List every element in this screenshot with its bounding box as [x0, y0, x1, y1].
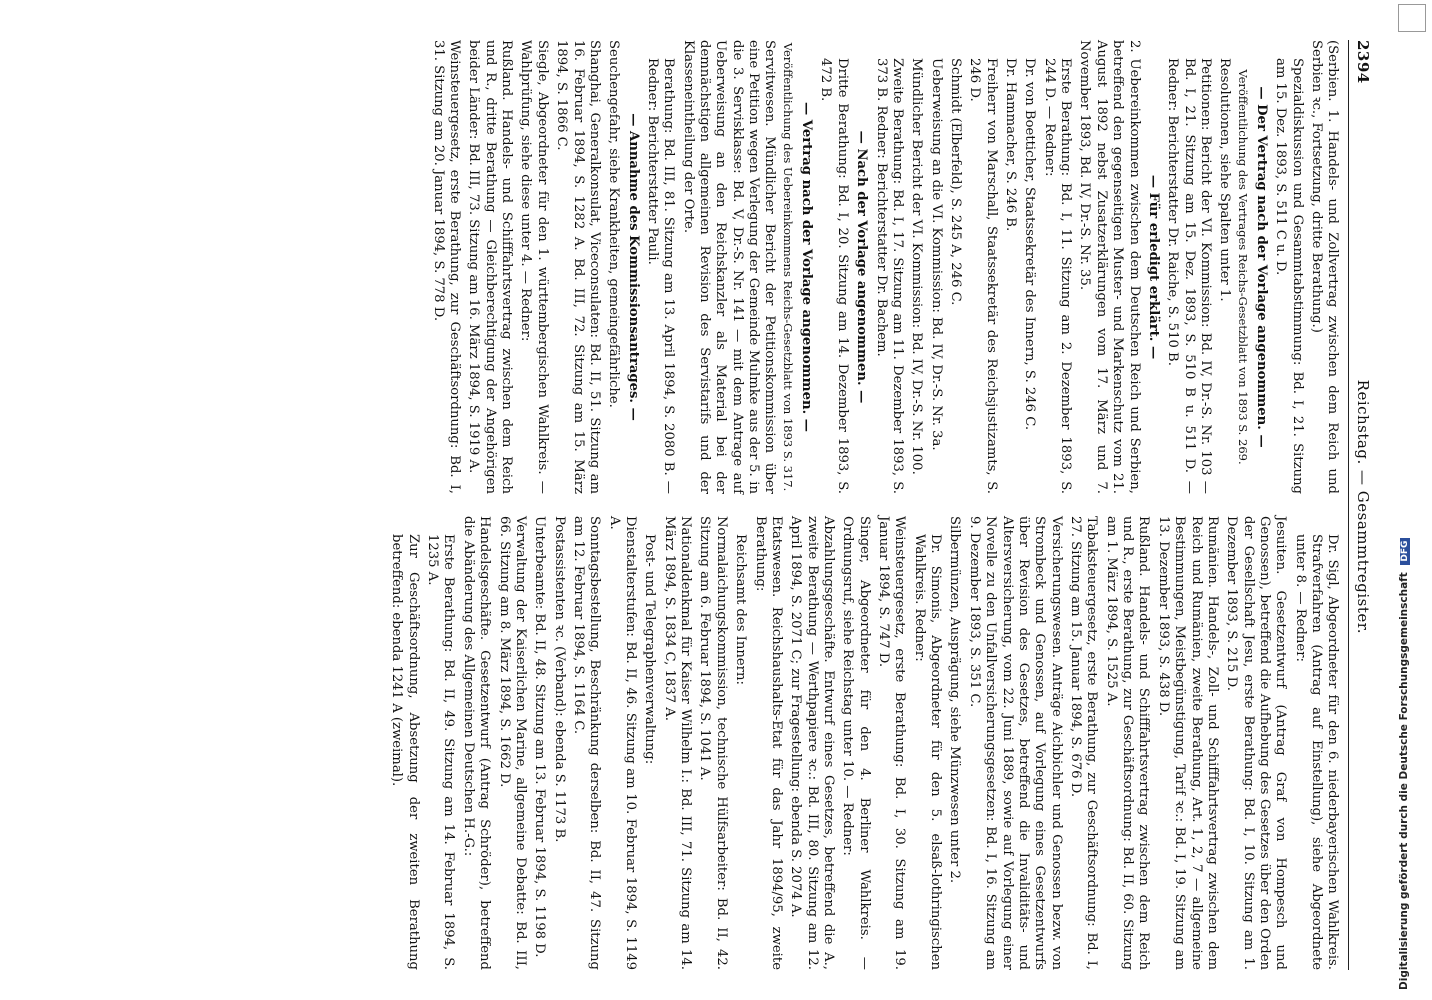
right-column-entry: Postassistenten ꝛc. (Verband): ebenda S. 1173 B. — [551, 516, 567, 843]
right-column-entry: Unterbeamte: Bd. II, 48. Sitzung am 13. Februar 1894, S. 1198 D. — [532, 516, 548, 958]
left-column-entry: Siegle, Abgeordneter für den 1. württembergischen Wahlkreis. — Wahlprüfung, siehe diese unter 4. — Redner: — [518, 40, 550, 494]
left-column-entry: Shanghai, Generalkonsulat, Viceconsulaten: Bd. II, 51. Sitzung am 16. Februar 1894, S. 1282 A. Bd. III, 72. Sitzung am 15. März 1894, S. 1866 C. — [554, 40, 602, 494]
right-column-entry: Rußland. Handels- und Schifffahrtsvertrag zwischen dem Reich und R., erste Berathung, zur Geschäftsordnung: Bd. II, 60. Sitzung am 1. März 1894, S. 1525 A. — [1103, 516, 1152, 970]
right-column-entry: Dr. Sigl, Abgeordneter für den 6. niederbayerischen Wahlkreis. Strafverfahren (Antrag auf Einstellung), siehe Abgeordnete unter 8. — Redner: — [1292, 534, 1341, 970]
left-column-entry: Zweite Berathung: Bd. I, 17. Sitzung am 11. Dezember 1893, S. 373 B. Redner: Berichterstatter Dr. Bachem. — [873, 58, 905, 494]
left-column-entry: Dr. Hammacher, S. 246 B. — [1003, 58, 1019, 232]
left-column-entry: Resolutionen, siehe Spalten unter 1. — [1217, 58, 1233, 302]
right-column-entry: Dienstalterstufen: Bd. II, 46. Sitzung am 10. Februar 1894, S. 1149 A. — [606, 516, 639, 970]
left-column-entry: Veröffentlichung des Uebereinkommens Reichs-Gesetzblatt von 1893 S. 317. — [780, 42, 795, 492]
digitisation-notice — [1398, 538, 1410, 990]
right-column — [385, 516, 1340, 970]
left-column-entry: Weinsteuergesetz, erste Berathung, zur Geschäftsordnung: Bd. I, 31. Sitzung am 20. Januar 1894, S. 778 D. — [430, 40, 463, 494]
page-number: 2394 — [1354, 40, 1372, 84]
right-column-entry: Nationaldenkmal für Kaiser Wilhelm I.: Bd. III, 71. Sitzung am 14. März 1894, S. 1834 C, 1837 A. — [661, 516, 694, 970]
left-column-entry: Mündlicher Bericht der VI. Kommission: Bd. IV, Dr.-S. Nr. 100. — [909, 58, 925, 475]
right-column-entry: Handelsgeschäfte. Gesetzentwurf (Antrag Schröder), betreffend die Abänderung des Allgemeinen Deutschen H.-G.: — [460, 516, 493, 970]
right-column-entry: Jesuiten. Gesetzentwurf (Antrag Graf von Hompesch und Genossen), betreffend die Aufhebung des Gesetzes über den Orden der Gesellschaft Jesu, erste Berathung: Bd. I, 10. Sitzung am 1. Dezember 1893, S. 215 D. — [1224, 516, 1289, 970]
right-column-entry: Post- und Telegraphenverwaltung: — [642, 534, 658, 765]
right-column-entry: Zur Geschäftsordnung, Absetzung der zweiten Berathung betreffend: ebenda 1241 A (zweimal). — [389, 534, 421, 970]
left-column-entry: Berathung: Bd. III, 81. Sitzung am 13. April 1894, S. 2080 B. — Redner: Berichterstatter Pauli. — [644, 58, 677, 494]
left-column-entry: Petitionen: Bericht der VI. Kommission: Bd. IV, Dr.-S. Nr. 103 — Bd. I, 21. Sitzung am 15. Dez. 1893, S. 510 B u. 511 D. — Redner: Berichterstatter Dr. Raiche, S. 510 B. — [1165, 58, 1213, 494]
right-column-entry: Versicherungswesen. Anträge Aichbichler und Genossen bezw. von Strombeck und Genossen, auf Vorlegung eines Gesetzentwurfs über Revision des Gesetzes, betreffend die Invaliditäts- und Altersversicherung, vom 22. Juni 1889, sowie auf Vorlegung einer Novelle zu den Unfallversicherungsgesetzen: Bd. I, 16. Sitzung am 9. Dezember 1893, S. 351 C. — [966, 516, 1064, 970]
left-column-entry: — Nach der Vorlage angenommen. — — [854, 130, 870, 404]
right-column-entry: Reichsamt des Innern: — [733, 534, 749, 685]
left-column-entry: Veröffentlichung des Vertrages Reichs-Gesetzblatt von 1893 S. 269. — [1235, 69, 1250, 465]
left-column-entry: Erste Berathung: Bd. I, 11. Sitzung am 2. Dezember 1893, S. 244 D. — Redner: — [1041, 58, 1074, 494]
left-column-entry: — Für erledigt erklärt. — — [1145, 174, 1161, 360]
right-column-entry: Etatswesen. Reichshaushalts-Etat für das Jahr 1894/95, zweite Berathung: — [752, 516, 784, 970]
right-column-entry: Tabaksteuergesetz, erste Berathung, zur Geschäftsordnung: Bd. I, 27. Sitzung am 15. Januar 1894, S. 676 D. — [1068, 516, 1100, 970]
two-column-body — [385, 40, 1340, 970]
left-column-entry: Servitwesen. Mündlicher Bericht der Petitionskommission über eine Petition wegen Verlegung der Gemeinde Mulmke aus der 5. in die 3. Servisklasse: Bd. V, Dr.-S. Nr. 141 — mit dem Antrage auf Ueberweisung an den Reichskanzler als Material bei der demnächstigen allgemeinen Revision des Servistarifs und der Klasseneintheilung der Orte. — [680, 40, 778, 494]
left-column-entry: — Annahme des Kommissionsantrages. — — [625, 113, 641, 421]
left-column-entry: Freiherr von Marschall, Staatssekretär des Reichsjustizamts, S. 246 D. — [967, 58, 999, 494]
right-column-entry: Singer, Abgeordneter für den 4. Berliner Wahlkreis. — Ordnungsruf, siehe Reichstag unter 10. — Redner: — [840, 516, 872, 970]
right-column-entry: Silbermünzen, Ausprägung, siehe Münzwesen unter 2. — [947, 516, 963, 884]
left-column-entry: Schmidt (Elberfeld), S. 245 A, 246 C. — [947, 58, 963, 306]
right-column-entry: Rumänien. Handels-, Zoll- und Schifffahrtsvertrag zwischen dem Reich und Rumänien, zweite Berathung, Art. 1, 2, 7 — allgemeine Bestimmungen, Meistbegünstigung, Tarif ꝛc.: Bd. I, 19. Sitzung am 13. Dezember 1893, S. 438 D. — [1155, 516, 1220, 970]
right-column-entry: Erste Berathung: Bd. II, 49. Sitzung am 14. Februar 1894, S. 1235 A. — [425, 534, 457, 970]
running-title: Reichstag. — Gesammtregister. — [1354, 379, 1372, 635]
left-column-entry: — Vertrag nach der Vorlage angenommen. — — [799, 102, 815, 432]
rotated-page — [10, 0, 1390, 1000]
left-column-entry: Rußland. Handels- und Schifffahrtsvertrag zwischen dem Reich und R., dritte Berathung — Gleichberechtigung der Angehörigen beider Länder: Bd. III, 73. Sitzung am 16. März 1894, S. 1919 A. — [466, 40, 515, 494]
left-column-entry: Seuchengefahr, siehe Krankheiten, gemeingefährliche. — [606, 40, 622, 408]
left-column-entry: (Serbien. 1. Handels- und Zollvertrag zwischen dem Reich und Serbien ꝛc., Fortsetzung, dritte Berathung.) — [1309, 40, 1341, 494]
right-column-entry: Verwaltung der Kaiserlichen Marine, allgemeine Debatte: Bd. III, 66. Sitzung am 8. März 1894, S. 1662 D. — [496, 516, 528, 970]
right-column-entry: Abzahlungsgeschäfte. Entwurf eines Gesetzes, betreffend die A., zweite Berathung — Werthpapiere ꝛc.: Bd. III, 80. Sitzung am 12. April 1894, S. 2071 C; zur Fragestellung: ebenda S. 2074 A. — [788, 516, 836, 970]
left-column-entry: 2. Uebereinkommen zwischen dem Deutschen Reich und Serbien, betreffend den gegenseitigen Muster- und Markenschutz vom 21. August 1892 nebst Zusatzerklärungen vom 17. März und 7. November 1893, Bd. IV, Dr.-S. Nr. 35. — [1077, 40, 1142, 494]
right-column-entry: Sonntagsbestellung, Beschränkung derselben: Bd. II, 47. Sitzung am 12. Februar 1894, S. 1164 C. — [570, 516, 603, 970]
right-column-entry: Dr. Simonis, Abgeordneter für den 5. elsaß-lothringischen Wahlkreis. Redner: — [911, 534, 944, 970]
left-column-entry: Dritte Berathung: Bd. I, 20. Sitzung am 14. Dezember 1893, S. 472 B. — [818, 58, 850, 494]
left-column-entry: Ueberweisung an die VI. Kommission: Bd. IV, Dr.-S. Nr. 3a. — [928, 58, 944, 451]
left-column-entry: — Der Vertrag nach der Vorlage angenommen. — — [1253, 86, 1269, 448]
corner-mark — [1398, 4, 1426, 32]
left-column — [385, 40, 1340, 494]
notice-text: Digitalisierung gefördert durch die Deutsche Forschungsgemeinschaft — [1398, 572, 1410, 990]
right-column-entry: Weinsteuergesetz, erste Berathung: Bd. I, 30. Sitzung am 19. Januar 1894, S. 747 D. — [876, 516, 908, 970]
dfg-logo: DFG — [1400, 538, 1410, 565]
page-header — [1348, 40, 1372, 970]
left-column-entry: Spezialdiskussion und Gesammtabstimmung: Bd. I, 21. Sitzung am 15. Dez. 1893, S. 511 C u. D. — [1273, 58, 1305, 494]
left-column-entry: Dr. von Boetticher, Staatssekretär des Innern, S. 246 C. — [1022, 58, 1038, 431]
digitisation-strip — [1394, 0, 1432, 1000]
right-column-entry: Normalaichungskommission, technische Hülfsarbeiter: Bd. II, 42. Sitzung am 6. Februar 1894, S. 1041 A. — [697, 516, 729, 970]
